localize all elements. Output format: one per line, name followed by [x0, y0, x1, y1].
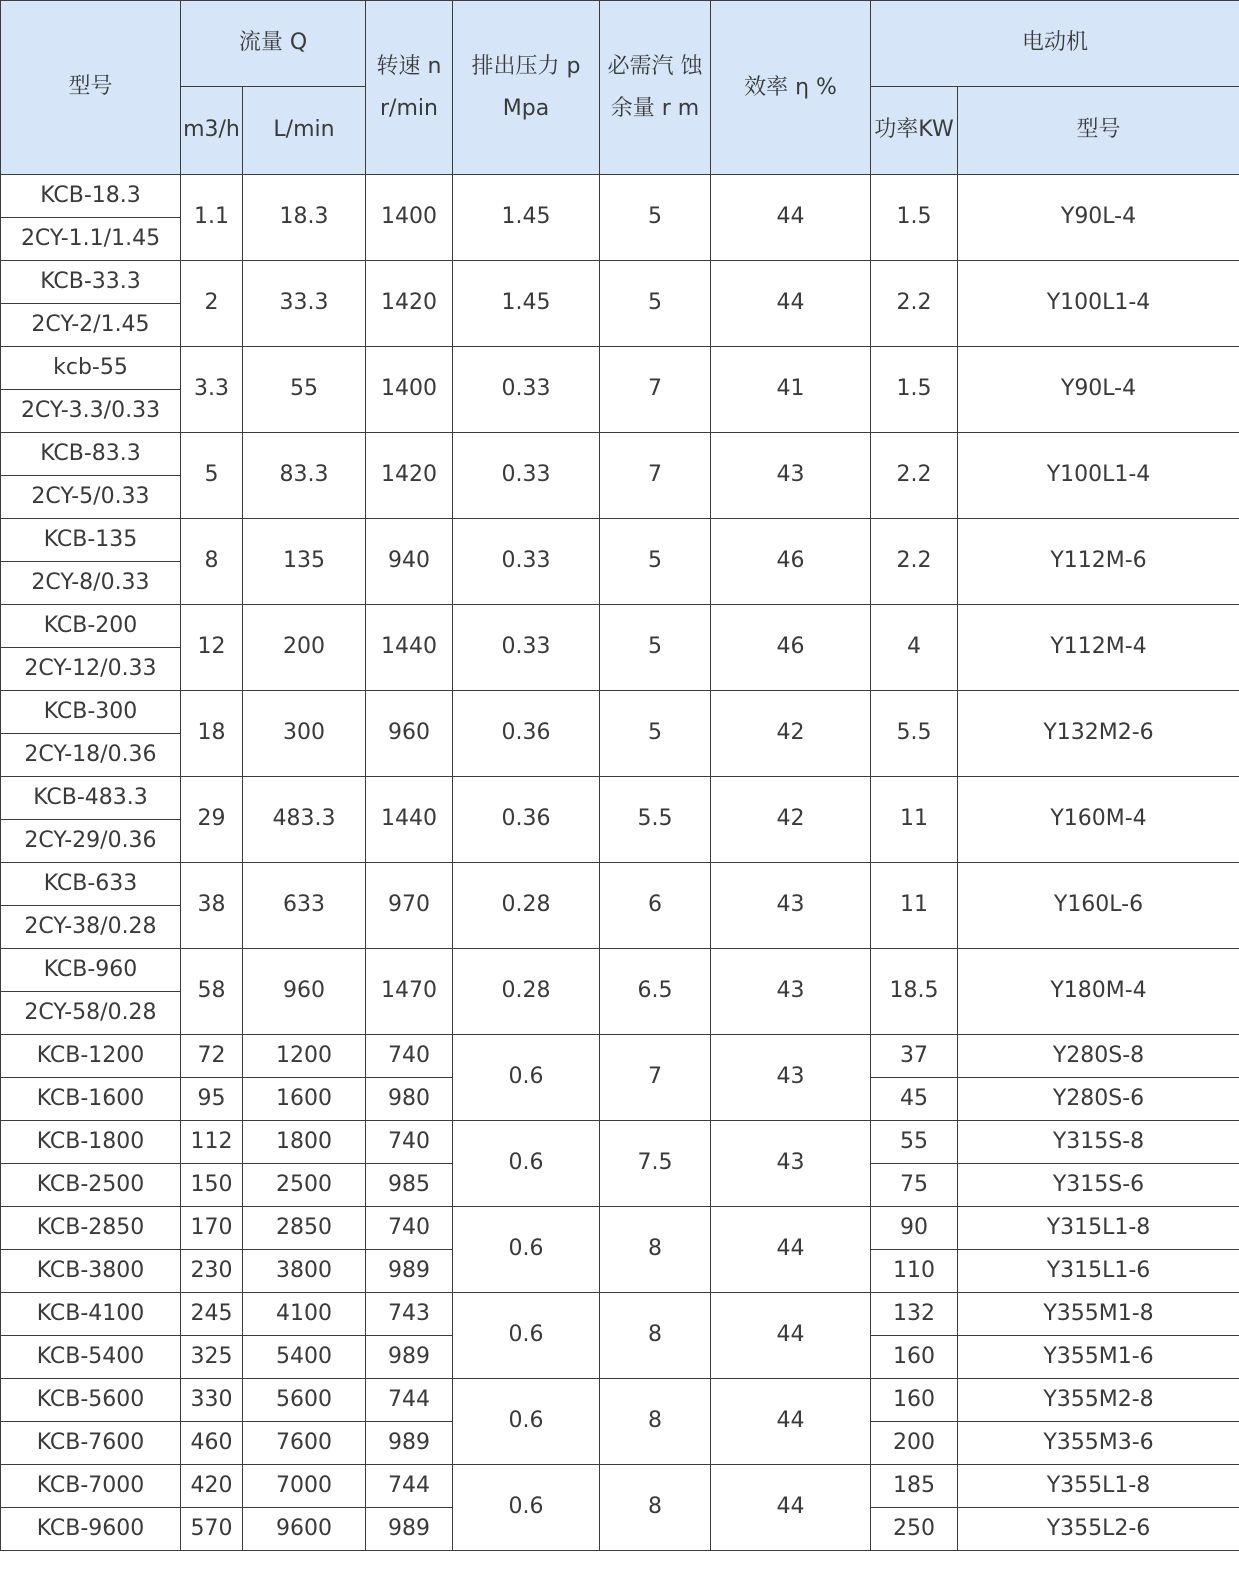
flow-lmin-cell: 55 — [243, 347, 366, 433]
efficiency-cell: 44 — [711, 1293, 871, 1379]
flow-lmin-cell: 135 — [243, 519, 366, 605]
efficiency-cell: 43 — [711, 949, 871, 1035]
flow-m3h-cell: 18 — [181, 691, 243, 777]
motor-power-cell: 18.5 — [871, 949, 958, 1035]
speed-cell: 740 — [366, 1207, 453, 1250]
speed-cell: 740 — [366, 1035, 453, 1078]
flow-m3h-cell: 460 — [181, 1422, 243, 1465]
pressure-cell: 0.6 — [453, 1293, 600, 1379]
flow-m3h-cell: 29 — [181, 777, 243, 863]
flow-m3h-cell: 12 — [181, 605, 243, 691]
flow-lmin-cell: 960 — [243, 949, 366, 1035]
npsh-cell: 5 — [600, 175, 711, 261]
efficiency-cell: 44 — [711, 1207, 871, 1293]
model-cell: KCB-633 — [1, 863, 181, 906]
motor-model-cell: Y355M1-8 — [958, 1293, 1239, 1336]
flow-lmin-cell: 2850 — [243, 1207, 366, 1250]
motor-model-cell: Y112M-4 — [958, 605, 1239, 691]
speed-cell: 970 — [366, 863, 453, 949]
motor-power-cell: 11 — [871, 863, 958, 949]
flow-m3h-cell: 58 — [181, 949, 243, 1035]
table-row — [1, 175, 1239, 218]
flow-m3h-cell: 2 — [181, 261, 243, 347]
npsh-cell: 8 — [600, 1293, 711, 1379]
model-cell: 2CY-2/1.45 — [1, 304, 181, 347]
model-cell: 2CY-5/0.33 — [1, 476, 181, 519]
model-cell: KCB-4100 — [1, 1293, 181, 1336]
flow-m3h-cell: 570 — [181, 1508, 243, 1551]
motor-power-cell: 2.2 — [871, 261, 958, 347]
motor-power-cell: 11 — [871, 777, 958, 863]
model-cell: 2CY-3.3/0.33 — [1, 390, 181, 433]
npsh-cell: 8 — [600, 1465, 711, 1551]
motor-power-cell: 2.2 — [871, 519, 958, 605]
motor-model-cell: Y355M1-6 — [958, 1336, 1239, 1379]
table-body — [1, 175, 1239, 1551]
motor-model-cell: Y280S-6 — [958, 1078, 1239, 1121]
table-row — [1, 949, 1239, 992]
motor-model-cell: Y315S-6 — [958, 1164, 1239, 1207]
model-cell: 2CY-58/0.28 — [1, 992, 181, 1035]
motor-model-cell: Y355L2-6 — [958, 1508, 1239, 1551]
table-row — [1, 347, 1239, 390]
model-cell: KCB-1800 — [1, 1121, 181, 1164]
npsh-cell: 7 — [600, 433, 711, 519]
pressure-cell: 0.33 — [453, 347, 600, 433]
table-header — [1, 1, 1239, 175]
flow-lmin-cell: 200 — [243, 605, 366, 691]
pressure-cell: 0.33 — [453, 433, 600, 519]
motor-model-cell: Y355M2-8 — [958, 1379, 1239, 1422]
table-row — [1, 1121, 1239, 1164]
header-flow-lmin: L/min — [243, 87, 366, 175]
table-row — [1, 1293, 1239, 1336]
flow-m3h-cell: 3.3 — [181, 347, 243, 433]
speed-cell: 1440 — [366, 777, 453, 863]
model-cell: 2CY-38/0.28 — [1, 906, 181, 949]
efficiency-cell: 43 — [711, 433, 871, 519]
motor-model-cell: Y90L-4 — [958, 347, 1239, 433]
model-cell: KCB-200 — [1, 605, 181, 648]
flow-lmin-cell: 7600 — [243, 1422, 366, 1465]
model-cell: KCB-2500 — [1, 1164, 181, 1207]
model-cell: KCB-960 — [1, 949, 181, 992]
header-npsh: 必需汽 蚀余量 r m — [600, 1, 711, 175]
table-row — [1, 519, 1239, 562]
pressure-cell: 1.45 — [453, 175, 600, 261]
efficiency-cell: 44 — [711, 261, 871, 347]
pressure-cell: 0.28 — [453, 863, 600, 949]
motor-model-cell: Y100L1-4 — [958, 433, 1239, 519]
motor-power-cell: 55 — [871, 1121, 958, 1164]
flow-m3h-cell: 95 — [181, 1078, 243, 1121]
model-cell: KCB-7600 — [1, 1422, 181, 1465]
motor-power-cell: 75 — [871, 1164, 958, 1207]
pressure-cell: 1.45 — [453, 261, 600, 347]
flow-lmin-cell: 5600 — [243, 1379, 366, 1422]
pressure-cell: 0.36 — [453, 777, 600, 863]
flow-m3h-cell: 5 — [181, 433, 243, 519]
model-cell: 2CY-29/0.36 — [1, 820, 181, 863]
speed-cell: 1400 — [366, 175, 453, 261]
efficiency-cell: 46 — [711, 605, 871, 691]
pressure-cell: 0.6 — [453, 1207, 600, 1293]
speed-cell: 743 — [366, 1293, 453, 1336]
speed-cell: 744 — [366, 1465, 453, 1508]
npsh-cell: 7 — [600, 347, 711, 433]
motor-model-cell: Y355M3-6 — [958, 1422, 1239, 1465]
motor-power-cell: 250 — [871, 1508, 958, 1551]
table-row — [1, 261, 1239, 304]
flow-lmin-cell: 1200 — [243, 1035, 366, 1078]
motor-power-cell: 160 — [871, 1379, 958, 1422]
efficiency-cell: 41 — [711, 347, 871, 433]
flow-lmin-cell: 33.3 — [243, 261, 366, 347]
model-cell: KCB-9600 — [1, 1508, 181, 1551]
flow-m3h-cell: 150 — [181, 1164, 243, 1207]
motor-model-cell: Y280S-8 — [958, 1035, 1239, 1078]
model-cell: KCB-33.3 — [1, 261, 181, 304]
table-row — [1, 1379, 1239, 1422]
table-row — [1, 1465, 1239, 1508]
header-flow-m3h: m3/h — [181, 87, 243, 175]
motor-power-cell: 200 — [871, 1422, 958, 1465]
speed-cell: 740 — [366, 1121, 453, 1164]
efficiency-cell: 44 — [711, 1379, 871, 1465]
flow-m3h-cell: 330 — [181, 1379, 243, 1422]
motor-model-cell: Y315L1-8 — [958, 1207, 1239, 1250]
header-motor-model: 型号 — [958, 87, 1239, 175]
motor-power-cell: 110 — [871, 1250, 958, 1293]
motor-model-cell: Y355L1-8 — [958, 1465, 1239, 1508]
flow-lmin-cell: 483.3 — [243, 777, 366, 863]
model-cell: 2CY-8/0.33 — [1, 562, 181, 605]
model-cell: KCB-2850 — [1, 1207, 181, 1250]
motor-power-cell: 160 — [871, 1336, 958, 1379]
speed-cell: 744 — [366, 1379, 453, 1422]
model-cell: 2CY-18/0.36 — [1, 734, 181, 777]
speed-cell: 1470 — [366, 949, 453, 1035]
motor-power-cell: 90 — [871, 1207, 958, 1250]
motor-model-cell: Y100L1-4 — [958, 261, 1239, 347]
flow-lmin-cell: 5400 — [243, 1336, 366, 1379]
efficiency-cell: 44 — [711, 1465, 871, 1551]
speed-cell: 1440 — [366, 605, 453, 691]
flow-lmin-cell: 3800 — [243, 1250, 366, 1293]
pressure-cell: 0.6 — [453, 1379, 600, 1465]
pressure-cell: 0.28 — [453, 949, 600, 1035]
flow-m3h-cell: 72 — [181, 1035, 243, 1078]
flow-m3h-cell: 8 — [181, 519, 243, 605]
pressure-cell: 0.6 — [453, 1121, 600, 1207]
motor-model-cell: Y112M-6 — [958, 519, 1239, 605]
table-row — [1, 1207, 1239, 1250]
flow-m3h-cell: 325 — [181, 1336, 243, 1379]
motor-model-cell: Y315L1-6 — [958, 1250, 1239, 1293]
motor-power-cell: 2.2 — [871, 433, 958, 519]
motor-model-cell: Y132M2-6 — [958, 691, 1239, 777]
motor-model-cell: Y90L-4 — [958, 175, 1239, 261]
speed-cell: 1400 — [366, 347, 453, 433]
header-motor: 电动机 — [871, 1, 1239, 87]
efficiency-cell: 44 — [711, 175, 871, 261]
efficiency-cell: 46 — [711, 519, 871, 605]
flow-m3h-cell: 245 — [181, 1293, 243, 1336]
model-cell: KCB-1200 — [1, 1035, 181, 1078]
flow-lmin-cell: 2500 — [243, 1164, 366, 1207]
speed-cell: 1420 — [366, 433, 453, 519]
speed-cell: 989 — [366, 1250, 453, 1293]
efficiency-cell: 43 — [711, 1035, 871, 1121]
table-row — [1, 691, 1239, 734]
flow-lmin-cell: 18.3 — [243, 175, 366, 261]
flow-lmin-cell: 1600 — [243, 1078, 366, 1121]
model-cell: 2CY-1.1/1.45 — [1, 218, 181, 261]
flow-lmin-cell: 83.3 — [243, 433, 366, 519]
flow-m3h-cell: 1.1 — [181, 175, 243, 261]
motor-power-cell: 1.5 — [871, 347, 958, 433]
npsh-cell: 6 — [600, 863, 711, 949]
pressure-cell: 0.6 — [453, 1465, 600, 1551]
table-row — [1, 863, 1239, 906]
motor-power-cell: 37 — [871, 1035, 958, 1078]
flow-m3h-cell: 230 — [181, 1250, 243, 1293]
flow-m3h-cell: 112 — [181, 1121, 243, 1164]
table-row — [1, 777, 1239, 820]
header-model: 型号 — [1, 1, 181, 175]
table-row — [1, 433, 1239, 476]
npsh-cell: 5 — [600, 605, 711, 691]
model-cell: KCB-18.3 — [1, 175, 181, 218]
speed-cell: 985 — [366, 1164, 453, 1207]
motor-power-cell: 132 — [871, 1293, 958, 1336]
speed-cell: 989 — [366, 1422, 453, 1465]
speed-cell: 980 — [366, 1078, 453, 1121]
model-cell: KCB-1600 — [1, 1078, 181, 1121]
npsh-cell: 8 — [600, 1207, 711, 1293]
motor-power-cell: 4 — [871, 605, 958, 691]
flow-lmin-cell: 633 — [243, 863, 366, 949]
flow-m3h-cell: 420 — [181, 1465, 243, 1508]
pressure-cell: 0.36 — [453, 691, 600, 777]
speed-cell: 940 — [366, 519, 453, 605]
header-motor-power: 功率KW — [871, 87, 958, 175]
efficiency-cell: 43 — [711, 1121, 871, 1207]
table-row — [1, 1035, 1239, 1078]
motor-model-cell: Y315S-8 — [958, 1121, 1239, 1164]
motor-model-cell: Y160M-4 — [958, 777, 1239, 863]
flow-lmin-cell: 1800 — [243, 1121, 366, 1164]
model-cell: KCB-7000 — [1, 1465, 181, 1508]
model-cell: KCB-135 — [1, 519, 181, 562]
table-row — [1, 605, 1239, 648]
npsh-cell: 8 — [600, 1379, 711, 1465]
flow-lmin-cell: 7000 — [243, 1465, 366, 1508]
npsh-cell: 6.5 — [600, 949, 711, 1035]
speed-cell: 1420 — [366, 261, 453, 347]
model-cell: KCB-5600 — [1, 1379, 181, 1422]
model-cell: KCB-3800 — [1, 1250, 181, 1293]
flow-lmin-cell: 9600 — [243, 1508, 366, 1551]
model-cell: KCB-483.3 — [1, 777, 181, 820]
flow-lmin-cell: 300 — [243, 691, 366, 777]
motor-power-cell: 5.5 — [871, 691, 958, 777]
npsh-cell: 5.5 — [600, 777, 711, 863]
pressure-cell: 0.33 — [453, 519, 600, 605]
speed-cell: 989 — [366, 1336, 453, 1379]
header-efficiency: 效率 η % — [711, 1, 871, 175]
motor-power-cell: 45 — [871, 1078, 958, 1121]
speed-cell: 960 — [366, 691, 453, 777]
efficiency-cell: 43 — [711, 863, 871, 949]
model-cell: 2CY-12/0.33 — [1, 648, 181, 691]
header-flow: 流量 Q — [181, 1, 366, 87]
pressure-cell: 0.33 — [453, 605, 600, 691]
motor-power-cell: 1.5 — [871, 175, 958, 261]
flow-lmin-cell: 4100 — [243, 1293, 366, 1336]
model-cell: kcb-55 — [1, 347, 181, 390]
motor-model-cell: Y160L-6 — [958, 863, 1239, 949]
header-pressure: 排出压力 p Mpa — [453, 1, 600, 175]
motor-model-cell: Y180M-4 — [958, 949, 1239, 1035]
flow-m3h-cell: 170 — [181, 1207, 243, 1250]
efficiency-cell: 42 — [711, 777, 871, 863]
model-cell: KCB-5400 — [1, 1336, 181, 1379]
npsh-cell: 7.5 — [600, 1121, 711, 1207]
pressure-cell: 0.6 — [453, 1035, 600, 1121]
flow-m3h-cell: 38 — [181, 863, 243, 949]
speed-cell: 989 — [366, 1508, 453, 1551]
efficiency-cell: 42 — [711, 691, 871, 777]
npsh-cell: 5 — [600, 261, 711, 347]
npsh-cell: 7 — [600, 1035, 711, 1121]
model-cell: KCB-300 — [1, 691, 181, 734]
motor-power-cell: 185 — [871, 1465, 958, 1508]
model-cell: KCB-83.3 — [1, 433, 181, 476]
npsh-cell: 5 — [600, 519, 711, 605]
header-speed: 转速 n r/min — [366, 1, 453, 175]
npsh-cell: 5 — [600, 691, 711, 777]
